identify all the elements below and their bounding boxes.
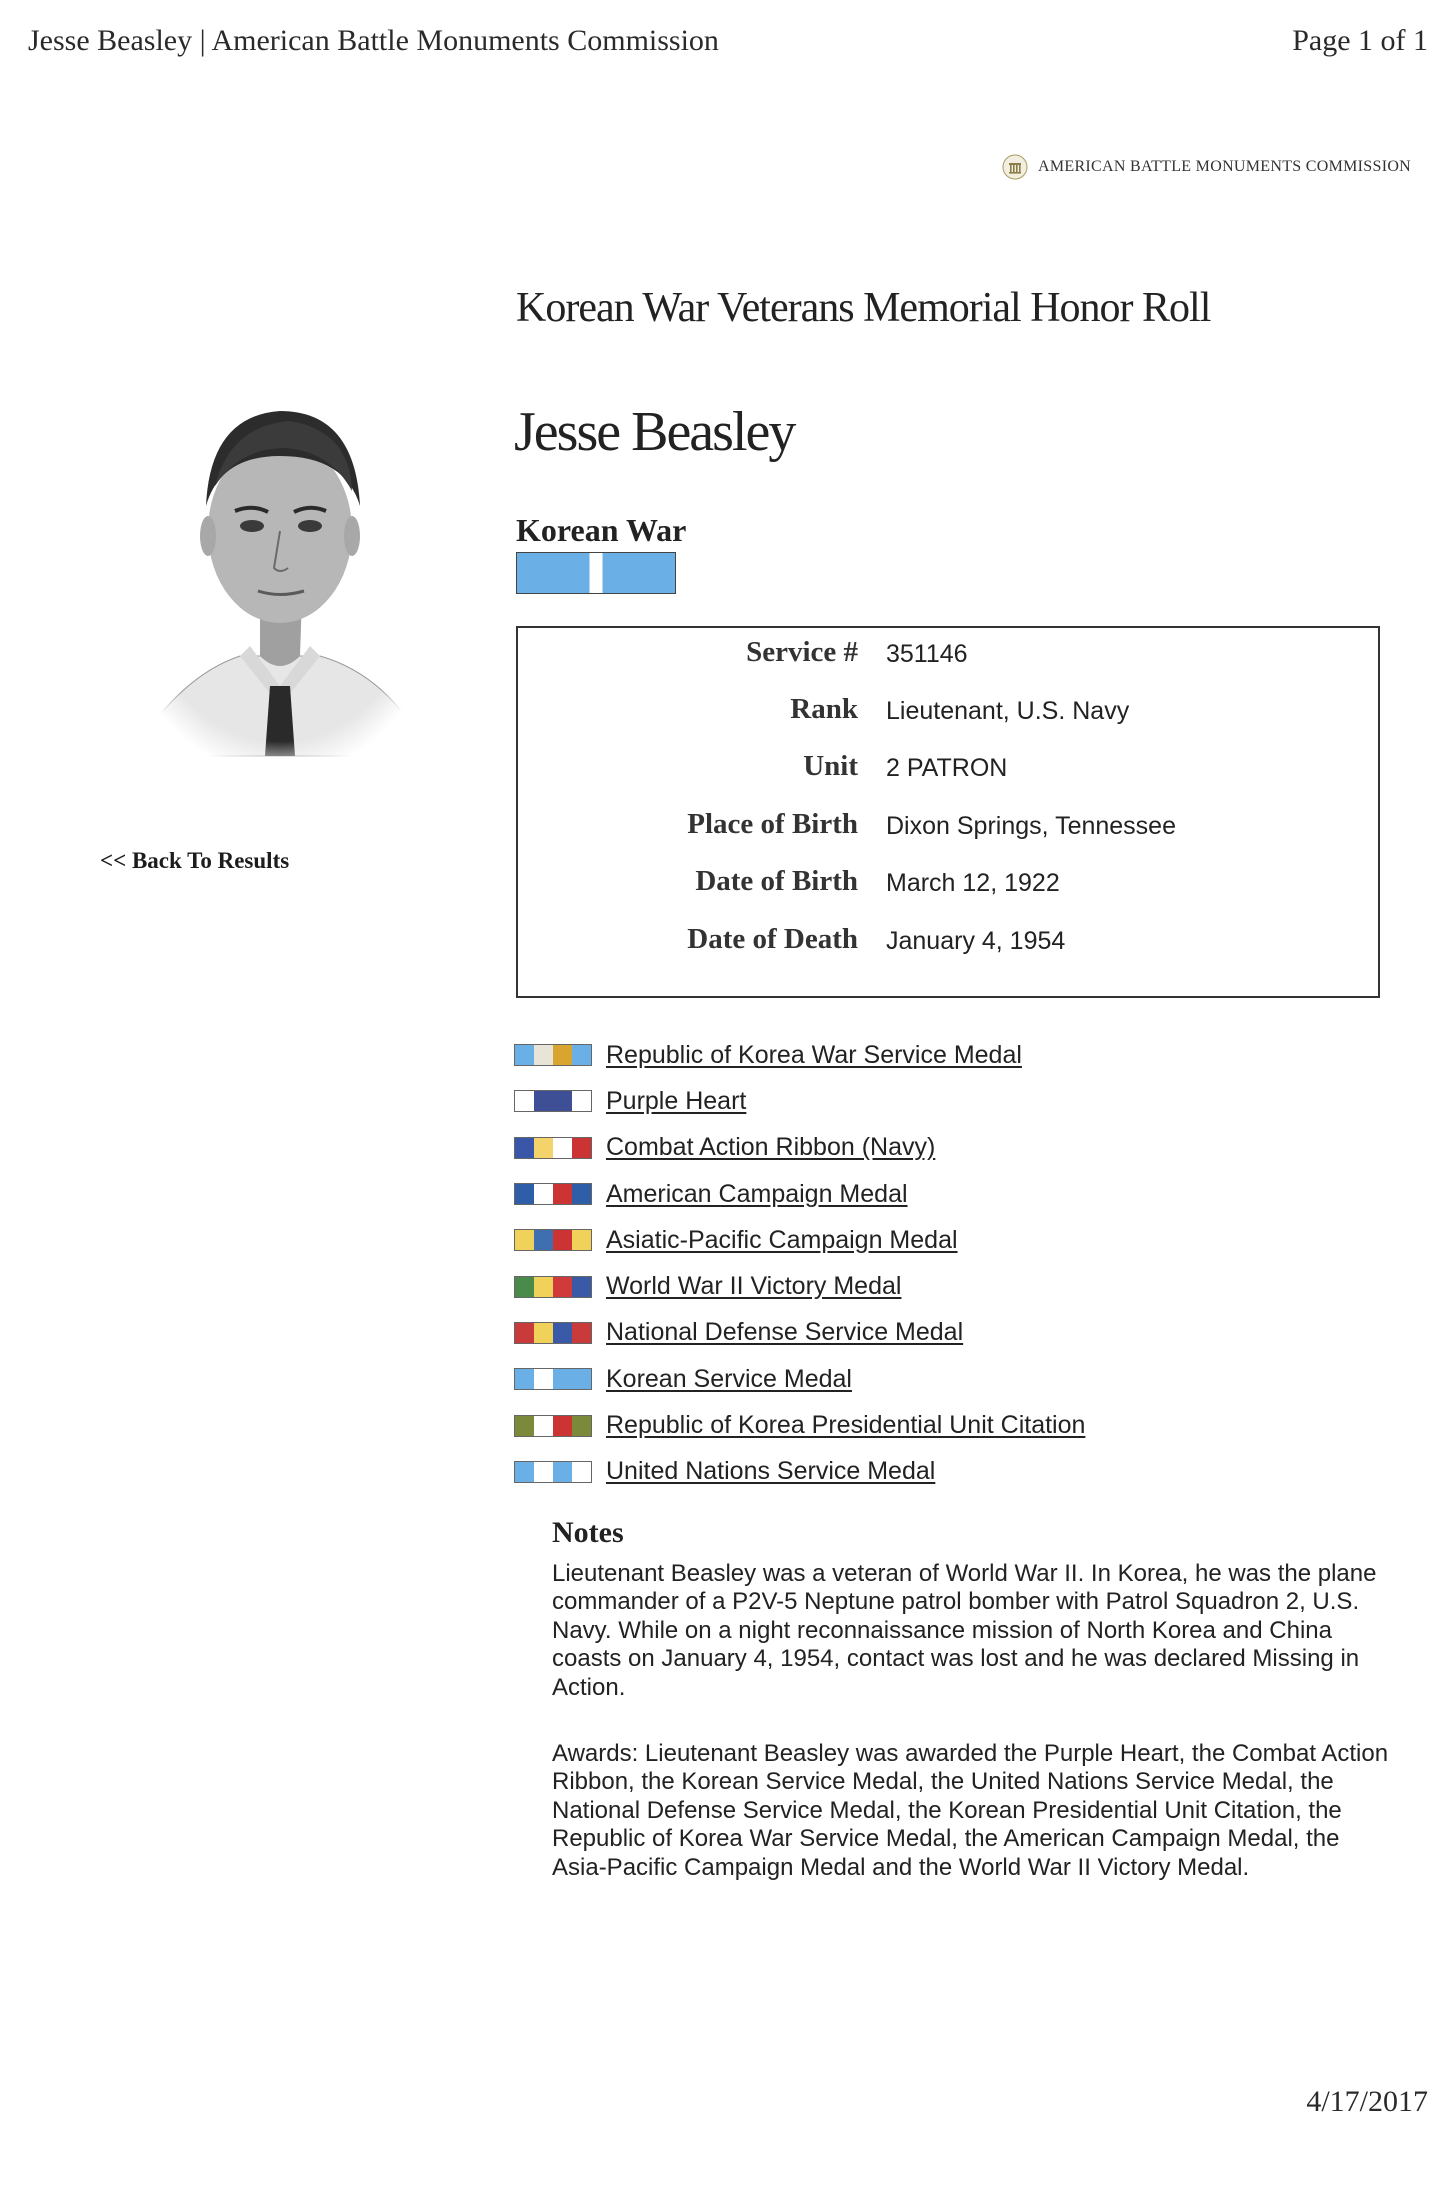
print-page-number: Page 1 of 1 [1292, 24, 1428, 57]
detail-label: Date of Birth [695, 865, 858, 897]
detail-value: March 12, 1922 [886, 869, 1060, 897]
notes-heading: Notes [552, 1516, 624, 1549]
award-item [514, 1310, 1085, 1356]
detail-label: Unit [803, 750, 858, 782]
award-link[interactable]: National Defense Service Medal [606, 1318, 964, 1347]
award-item [514, 1171, 1085, 1217]
page-title: Korean War Veterans Memorial Honor Roll [516, 285, 1211, 331]
ribbon-icon [514, 1090, 592, 1112]
detail-value: 2 PATRON [886, 754, 1008, 782]
soldier-portrait [120, 356, 440, 776]
ribbon-icon [514, 1044, 592, 1066]
detail-row-rank [518, 693, 1378, 743]
awards-list [514, 1032, 1085, 1495]
print-date: 4/17/2017 [1306, 2085, 1428, 2118]
award-link[interactable]: Republic of Korea War Service Medal [606, 1040, 1022, 1069]
korean-war-ribbon-icon [516, 552, 676, 594]
award-item [514, 1078, 1085, 1124]
veteran-name: Jesse Beasley [514, 401, 795, 463]
ribbon-icon [514, 1461, 592, 1483]
notes-paragraph: Lieutenant Beasley was a veteran of World War II. In Korea, he was the plane commander of a P2V-5 Neptune patrol bomber with Patrol Squadron 2, U.S. Navy. While on a night reconnaissance mission of North Korea and China coasts on January 4, 1954, contact was lost and he was declared Missing in Action. [552, 1560, 1377, 1701]
award-item [514, 1032, 1085, 1078]
detail-row-service-number [518, 636, 1378, 686]
award-link[interactable]: Purple Heart [606, 1086, 747, 1115]
award-link[interactable]: American Campaign Medal [606, 1179, 908, 1208]
award-item [514, 1217, 1085, 1263]
abmc-logo[interactable] [1002, 154, 1411, 180]
award-link[interactable]: Combat Action Ribbon (Navy) [606, 1133, 936, 1162]
war-label: Korean War [516, 512, 687, 548]
award-link[interactable]: United Nations Service Medal [606, 1457, 936, 1486]
award-link[interactable]: World War II Victory Medal [606, 1272, 902, 1301]
award-link[interactable]: Republic of Korea Presidential Unit Citation [606, 1411, 1086, 1440]
ribbon-icon [514, 1322, 592, 1344]
ribbon-icon [514, 1415, 592, 1437]
ribbon-icon [514, 1229, 592, 1251]
award-item [514, 1263, 1085, 1309]
award-item [514, 1125, 1085, 1171]
award-item [514, 1449, 1085, 1495]
detail-label: Place of Birth [687, 808, 858, 840]
awards-paragraph: Awards: Lieutenant Beasley was awarded the Purple Heart, the Combat Action Ribbon, the Korean Service Medal, the United Nations Service Medal, the National Defense Service Medal, the Korean Presidential Unit Citation, the Republic of Korea War Service Medal, the American Campaign Medal, the Asia-Pacific Campaign Medal and the World War II Victory Medal. [552, 1740, 1389, 1881]
service-details-box [516, 626, 1380, 998]
print-header-title: Jesse Beasley | American Battle Monuments Commission [28, 24, 719, 57]
ribbon-icon [514, 1368, 592, 1390]
detail-value: 351146 [886, 640, 968, 668]
award-item [514, 1356, 1085, 1402]
detail-value: Dixon Springs, Tennessee [886, 812, 1176, 840]
abmc-logo-text: AMERICAN BATTLE MONUMENTS COMMISSION [1038, 158, 1412, 175]
detail-row-date-of-death [518, 923, 1378, 973]
abmc-seal-icon [1002, 154, 1028, 180]
detail-row-place-of-birth [518, 808, 1378, 858]
detail-row-date-of-birth [518, 865, 1378, 915]
ribbon-icon [514, 1137, 592, 1159]
detail-value: January 4, 1954 [886, 927, 1066, 955]
award-link[interactable]: Asiatic-Pacific Campaign Medal [606, 1225, 958, 1254]
award-item [514, 1402, 1085, 1448]
detail-label: Rank [790, 693, 858, 725]
detail-label: Date of Death [687, 923, 858, 955]
ribbon-icon [514, 1276, 592, 1298]
ribbon-icon [514, 1183, 592, 1205]
detail-label: Service # [746, 636, 858, 668]
detail-value: Lieutenant, U.S. Navy [886, 697, 1130, 725]
award-link[interactable]: Korean Service Medal [606, 1364, 852, 1393]
back-to-results-link[interactable]: << Back To Results [100, 848, 290, 873]
detail-row-unit [518, 750, 1378, 800]
